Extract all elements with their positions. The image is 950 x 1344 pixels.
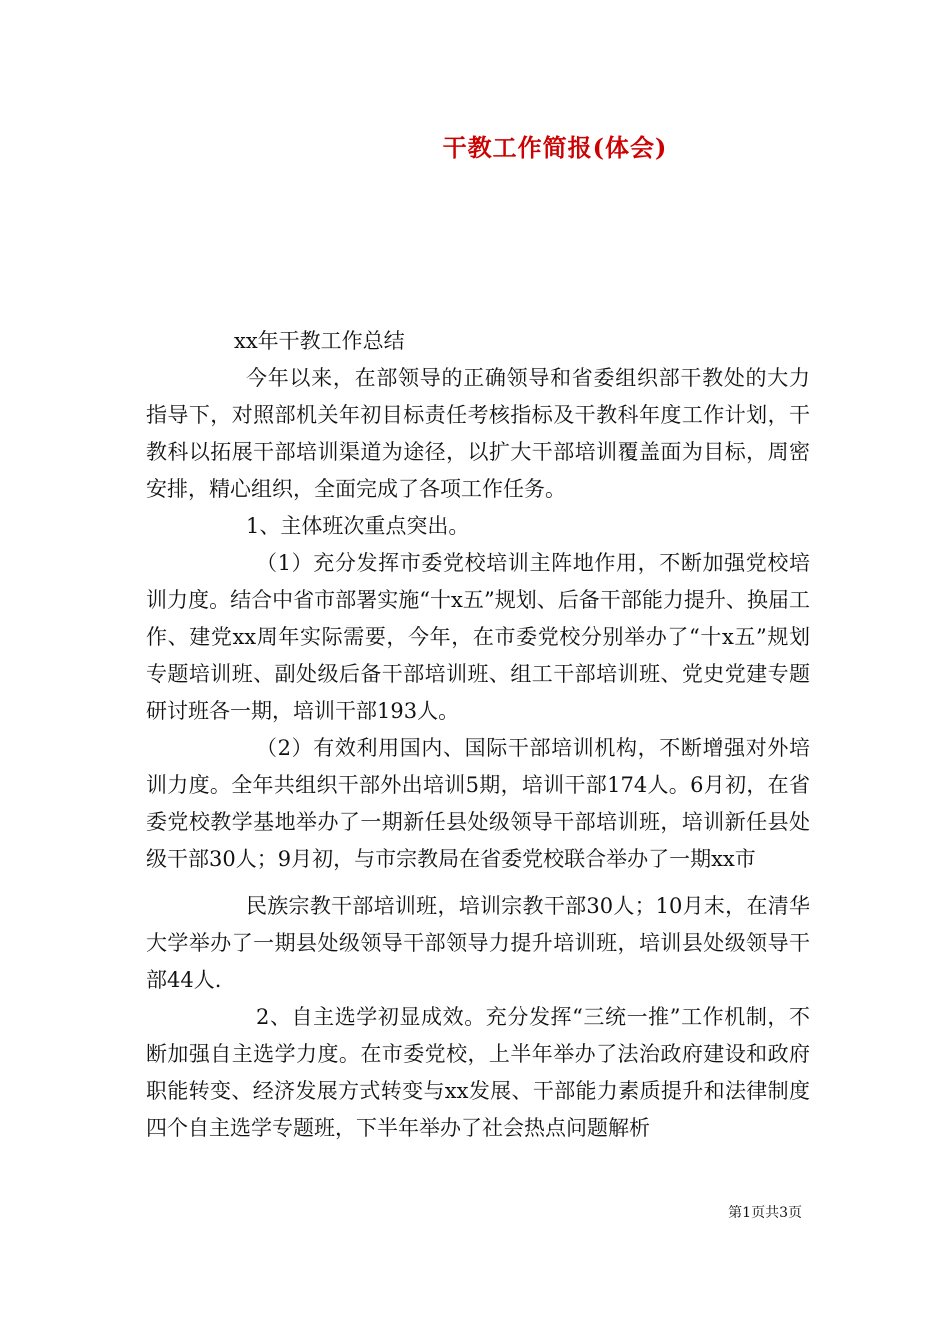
paragraph-section-1: 1、主体班次重点突出。 xyxy=(246,514,470,538)
document-title: 干教工作简报(体会) xyxy=(442,133,668,162)
document-body xyxy=(146,323,810,1147)
document-subtitle: xx年干教工作总结 xyxy=(234,329,405,353)
paragraph-item-2: （2）有效利用国内、国际干部培训机构，不断增强对外培训力度。全年共组织干部外出培训5期，培训干部174人。6月初，在省委党校教学基地举办了一期新任县处级领导干部培训班，培训新任县处级干部30人；9月初，与市宗教局在省委党校联合举办了一期xx市 xyxy=(146,736,810,871)
page-number: 第1页共3页 xyxy=(728,1205,802,1221)
paragraph-item-1: （1）充分发挥市委党校培训主阵地作用，不断加强党校培训力度。结合中省市部署实施“十x五”规划、后备干部能力提升、换届工作、建党xx周年实际需要，今年，在市委党校分别举办了“十x五”规划专题培训班、副处级后备干部培训班、组工干部培训班、党史党建专题研讨班各一期，培训干部193人。 xyxy=(146,551,810,723)
paragraph-intro: 今年以来，在部领导的正确领导和省委组织部干教处的大力指导下，对照部机关年初目标责任考核指标及干教科年度工作计划，干教科以拓展干部培训渠道为途径，以扩大干部培训覆盖面为目标，周密安排，精心组织，全面完成了各项工作任务。 xyxy=(146,366,810,501)
paragraph-section-2: 2、自主选学初显成效。充分发挥“三统一推”工作机制，不断加强自主选学力度。在市委党校，上半年举办了法治政府建设和政府职能转变、经济发展方式转变与xx发展、干部能力素质提升和法律制度四个自主选学专题班，下半年举办了社会热点问题解析 xyxy=(146,1005,810,1140)
paragraph-continuation: 民族宗教干部培训班，培训宗教干部30人；10月末，在清华大学举办了一期县处级领导干部领导力提升培训班，培训县处级领导干部44人. xyxy=(146,894,810,992)
